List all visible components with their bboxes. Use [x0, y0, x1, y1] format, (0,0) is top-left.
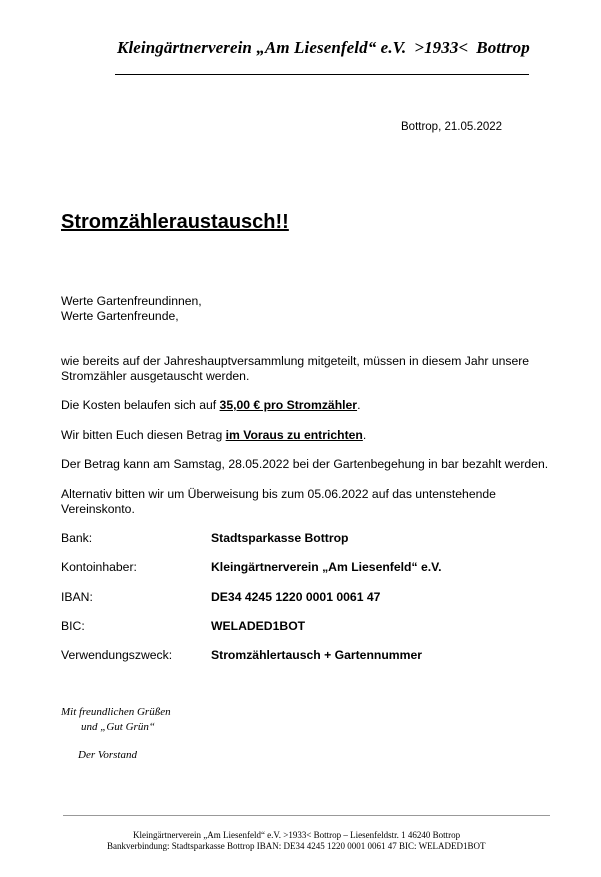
transfer-paragraph	[61, 487, 496, 517]
bic-label: BIC:	[61, 619, 85, 633]
paragraph-line: Alternativ bitten wir um Überweisung bis zum 05.06.2022 auf das untenstehende	[61, 487, 496, 501]
reference-value: Stromzählertausch + Gartennummer	[211, 648, 422, 662]
letter-title: Stromzähleraustausch!!	[61, 211, 289, 233]
paragraph-line: Vereinskonto.	[61, 502, 135, 516]
account-holder-label: Kontoinhaber:	[61, 560, 137, 574]
bank-value: Stadtsparkasse Bottrop	[211, 531, 349, 545]
account-holder-value: Kleingärtnerverein „Am Liesenfeld“ e.V.	[211, 560, 442, 574]
salutation	[61, 294, 202, 324]
cost-amount: 35,00 € pro Stromzähler	[219, 398, 358, 412]
bank-label: Bank:	[61, 531, 93, 545]
closing-motto: und „Gut Grün“	[81, 721, 155, 733]
letter-date: Bottrop, 21.05.2022	[401, 121, 503, 133]
footer-divider	[63, 815, 550, 816]
advance-suffix: .	[362, 428, 367, 442]
advance-paragraph	[61, 428, 366, 443]
footer-address: Kleingärtnerverein „Am Liesenfeld“ e.V. >1933< Bottrop – Liesenfeldstr. 1 46240 Bottrop	[133, 830, 461, 840]
bic-value: WELADED1BOT	[211, 619, 306, 633]
cost-prefix: Die Kosten belaufen sich auf	[61, 398, 220, 412]
paragraph-line: Stromzähler ausgetauscht werden.	[61, 369, 250, 383]
intro-paragraph	[61, 354, 529, 384]
advance-emphasis: im Voraus zu entrichten	[225, 428, 363, 442]
founding-year: >1933<	[414, 38, 469, 57]
club-city: Bottrop	[476, 38, 530, 57]
cost-paragraph	[61, 398, 360, 413]
cost-suffix: .	[357, 398, 361, 412]
reference-label: Verwendungszweck:	[61, 648, 173, 662]
closing-greeting: Mit freundlichen Grüßen	[61, 706, 171, 718]
salutation-line: Werte Gartenfreundinnen,	[61, 294, 202, 308]
cash-paragraph: Der Betrag kann am Samstag, 28.05.2022 bei der Gartenbegehung in bar bezahlt werden.	[61, 457, 549, 471]
footer-bank: Bankverbindung: Stadtsparkasse Bottrop IBAN: DE34 4245 1220 0001 0061 47 BIC: WELADED1BOT	[107, 841, 486, 851]
paragraph-line: wie bereits auf der Jahreshauptversammlung mitgeteilt, müssen in diesem Jahr unsere	[61, 354, 530, 368]
club-name: Kleingärtnerverein „Am Liesenfeld“ e.V.	[117, 38, 407, 57]
advance-prefix: Wir bitten Euch diesen Betrag	[61, 428, 226, 442]
letterhead	[117, 38, 530, 58]
iban-label: IBAN:	[61, 590, 93, 604]
header-divider	[115, 74, 529, 75]
closing-signature: Der Vorstand	[78, 749, 137, 761]
iban-value: DE34 4245 1220 0001 0061 47	[211, 590, 381, 604]
salutation-line: Werte Gartenfreunde,	[61, 309, 179, 323]
